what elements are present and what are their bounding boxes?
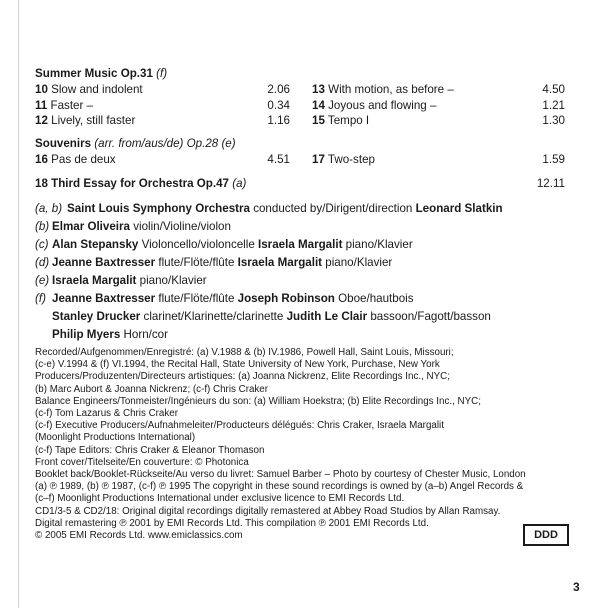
track-right: 13 With motion, as before – xyxy=(312,82,454,96)
souvenirs-row xyxy=(35,152,565,168)
essay-row xyxy=(35,176,565,192)
track-duration: 1.21 xyxy=(542,98,565,112)
credit-line: (c-f) Executive Producers/Aufnahmeleiter/Producteurs délégués: Chris Craker, Israela Margalit xyxy=(35,420,444,432)
track-left: 11 Faster – xyxy=(35,98,94,112)
souvenirs-heading xyxy=(35,136,565,152)
credit-line: (c-f) Tape Editors: Chris Craker & Eleanor Thomason xyxy=(35,444,265,456)
binding-edge xyxy=(0,0,19,608)
credit-line: Recorded/Aufgenommen/Enregistré: (a) V.1988 & (b) IV.1986, Powell Hall, Saint Louis, Missouri; xyxy=(35,347,454,358)
performer-line: (a, b) Saint Louis Symphony Orchestra conducted by/Dirigent/direction Leonard Slatkin xyxy=(35,202,503,215)
track-duration: 1.30 xyxy=(542,114,565,128)
credit-line: (b) Marc Aubort & Joanna Nickrenz; (c-f) Chris Craker xyxy=(35,383,269,395)
track-row xyxy=(35,82,565,98)
performer-line: Stanley Drucker clarinet/Klarinette/clarinette Judith Le Clair bassoon/Fagott/basson xyxy=(52,310,491,323)
credit-line: CD1/3-5 & CD2/18: Original digital recordings digitally remastered at Abbey Road Studios by Allan Ramsay. xyxy=(35,505,501,517)
track-duration: 1.16 xyxy=(267,114,290,128)
performer-line: (c) Alan Stepansky Violoncello/violoncelle Israela Margalit piano/Klavier xyxy=(35,238,413,251)
track-row xyxy=(35,113,565,129)
credits xyxy=(35,347,565,542)
summer-key: (f) xyxy=(156,67,168,80)
ddd-badge: DDD xyxy=(523,524,569,546)
summer-heading xyxy=(35,66,565,82)
track-duration: 4.50 xyxy=(542,82,565,96)
summer-title: Summer Music Op.31 xyxy=(35,67,153,80)
track-right: 15 Tempo I xyxy=(312,114,370,128)
credit-line: Producers/Produzenten/Directeurs artistiques: (a) Joanna Nickrenz, Elite Recordings Inc., NYC; xyxy=(35,371,450,383)
performers xyxy=(35,200,503,344)
credit-line: Balance Engineers/Tonmeister/Ingénieurs du son: (a) William Hoekstra; (b) Elite Recordings Inc., NYC; xyxy=(35,395,481,407)
credit-line: (c-f) Tom Lazarus & Chris Craker xyxy=(35,408,178,420)
souvenirs-title: Souvenirs xyxy=(35,137,92,151)
summer-rows xyxy=(35,82,565,129)
souvenirs-sub: (arr. from/aus/de) Op.28 (e) xyxy=(94,137,236,151)
track-left: 12 Lively, still faster xyxy=(35,114,136,128)
credit-line: (Moonlight Productions International) xyxy=(35,432,196,444)
track-duration: 1.59 xyxy=(542,152,565,166)
credit-line: © 2005 EMI Records Ltd. www.emiclassics.com xyxy=(35,530,243,542)
credit-line: (a) ℗ 1989, (b) ℗ 1987, (c-f) ℗ 1995 The copyright in these sound recordings is owned by (a–b) Angel Records & xyxy=(35,481,524,493)
track-right: 17 Two-step xyxy=(312,152,375,166)
performer-line: Philip Myers Horn/cor xyxy=(52,328,168,341)
track-left: 16 Pas de deux xyxy=(35,152,116,166)
track-row xyxy=(35,98,565,114)
essay-title: 18 Third Essay for Orchestra Op.47 (a) xyxy=(35,176,247,190)
credit-line: Front cover/Titelseite/En couverture: © Photonica xyxy=(35,456,249,468)
track-duration: 12.11 xyxy=(536,176,565,190)
track-duration: 2.06 xyxy=(267,82,290,96)
track-duration: 4.51 xyxy=(267,152,290,166)
track-list xyxy=(35,66,565,192)
track-left: 10 Slow and indolent xyxy=(35,82,143,96)
page-number: 3 xyxy=(573,580,580,594)
performer-line: (d) Jeanne Baxtresser flute/Flöte/flûte Israela Margalit piano/Klavier xyxy=(35,256,393,269)
credit-line: (c-e) V.1994 & (f) VI.1994, the Recital Hall, State University of New York, Purchase, New York xyxy=(35,359,440,371)
performer-line: (b) Elmar Oliveira violin/Violine/violon xyxy=(35,220,231,233)
track-right: 14 Joyous and flowing – xyxy=(312,98,437,112)
performer-line: (f) Jeanne Baxtresser flute/Flöte/flûte Joseph Robinson Oboe/hautbois xyxy=(35,292,414,305)
credit-line: Digital remastering ℗ 2001 by EMI Records Ltd. This compilation ℗ 2001 EMI Records Ltd. xyxy=(35,517,429,529)
credit-line: Booklet back/Booklet-Rückseite/Au verso du livret: Samuel Barber – Photo by courtesy of Chester Music, London xyxy=(35,469,526,481)
track-duration: 0.34 xyxy=(267,98,290,112)
performer-line: (e) Israela Margalit piano/Klavier xyxy=(35,274,207,287)
credit-line: (c–f) Moonlight Productions International under exclusive licence to EMI Records Ltd. xyxy=(35,493,405,505)
